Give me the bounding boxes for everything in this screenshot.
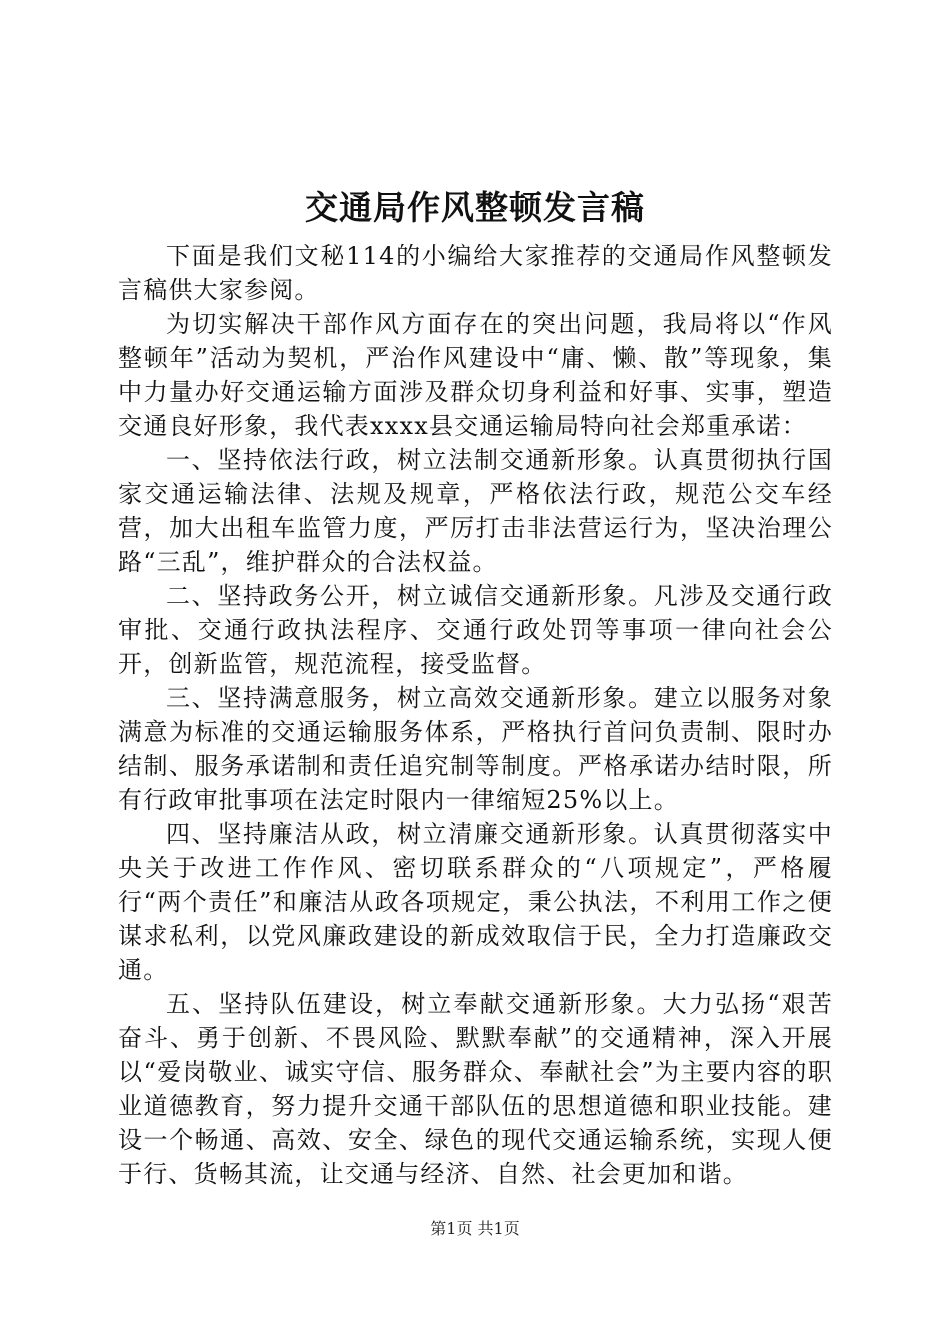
paragraph-intro: 下面是我们文秘114的小编给大家推荐的交通局作风整顿发言稿供大家参阅。: [118, 242, 833, 304]
paragraph-point-1: 一、坚持依法行政，树立法制交通新形象。认真贯彻执行国家交通运输法律、法规及规章，严格依法行政，规范公交车经营，加大出租车监管力度，严厉打击非法营运行为，坚决治理公路“三乱”，维护群众的合法权益。: [118, 446, 833, 576]
paragraph-point-2: 二、坚持政务公开，树立诚信交通新形象。凡涉及交通行政审批、交通行政执法程序、交通行政处罚等事项一律向社会公开，创新监管，规范流程，接受监督。: [118, 582, 833, 678]
paragraph-pledge-preamble: 为切实解决干部作风方面存在的突出问题，我局将以“作风整顿年”活动为契机，严治作风建设中“庸、懒、散”等现象，集中力量办好交通运输方面涉及群众切身利益和好事、实事，塑造交通良好形象，我代表xxxx县交通运输局特向社会郑重承诺：: [118, 310, 833, 440]
document-title: 交通局作风整顿发言稿: [305, 188, 645, 227]
paragraph-point-4: 四、坚持廉洁从政，树立清廉交通新形象。认真贯彻落实中央关于改进工作作风、密切联系群众的“八项规定”，严格履行“两个责任”和廉洁从政各项规定，秉公执法，不利用工作之便谋求私利，以党风廉政建设的新成效取信于民，全力打造廉政交通。: [118, 820, 833, 984]
document-body: [118, 239, 833, 1191]
paragraph-point-5: 五、坚持队伍建设，树立奉献交通新形象。大力弘扬“艰苦奋斗、勇于创新、不畏风险、默默奉献”的交通精神，深入开展以“爱岗敬业、诚实守信、服务群众、奉献社会”为主要内容的职业道德教育，努力提升交通干部队伍的思想道德和职业技能。建设一个畅通、高效、安全、绿色的现代交通运输系统，实现人便于行、货畅其流，让交通与经济、自然、社会更加和谐。: [118, 990, 833, 1188]
page-number-footer: 第1页 共1页: [430, 1219, 520, 1238]
paragraph-point-3: 三、坚持满意服务，树立高效交通新形象。建立以服务对象满意为标准的交通运输服务体系，严格执行首问负责制、限时办结制、服务承诺制和责任追究制等制度。严格承诺办结时限，所有行政审批事项在法定时限内一律缩短25%以上。: [118, 684, 833, 814]
